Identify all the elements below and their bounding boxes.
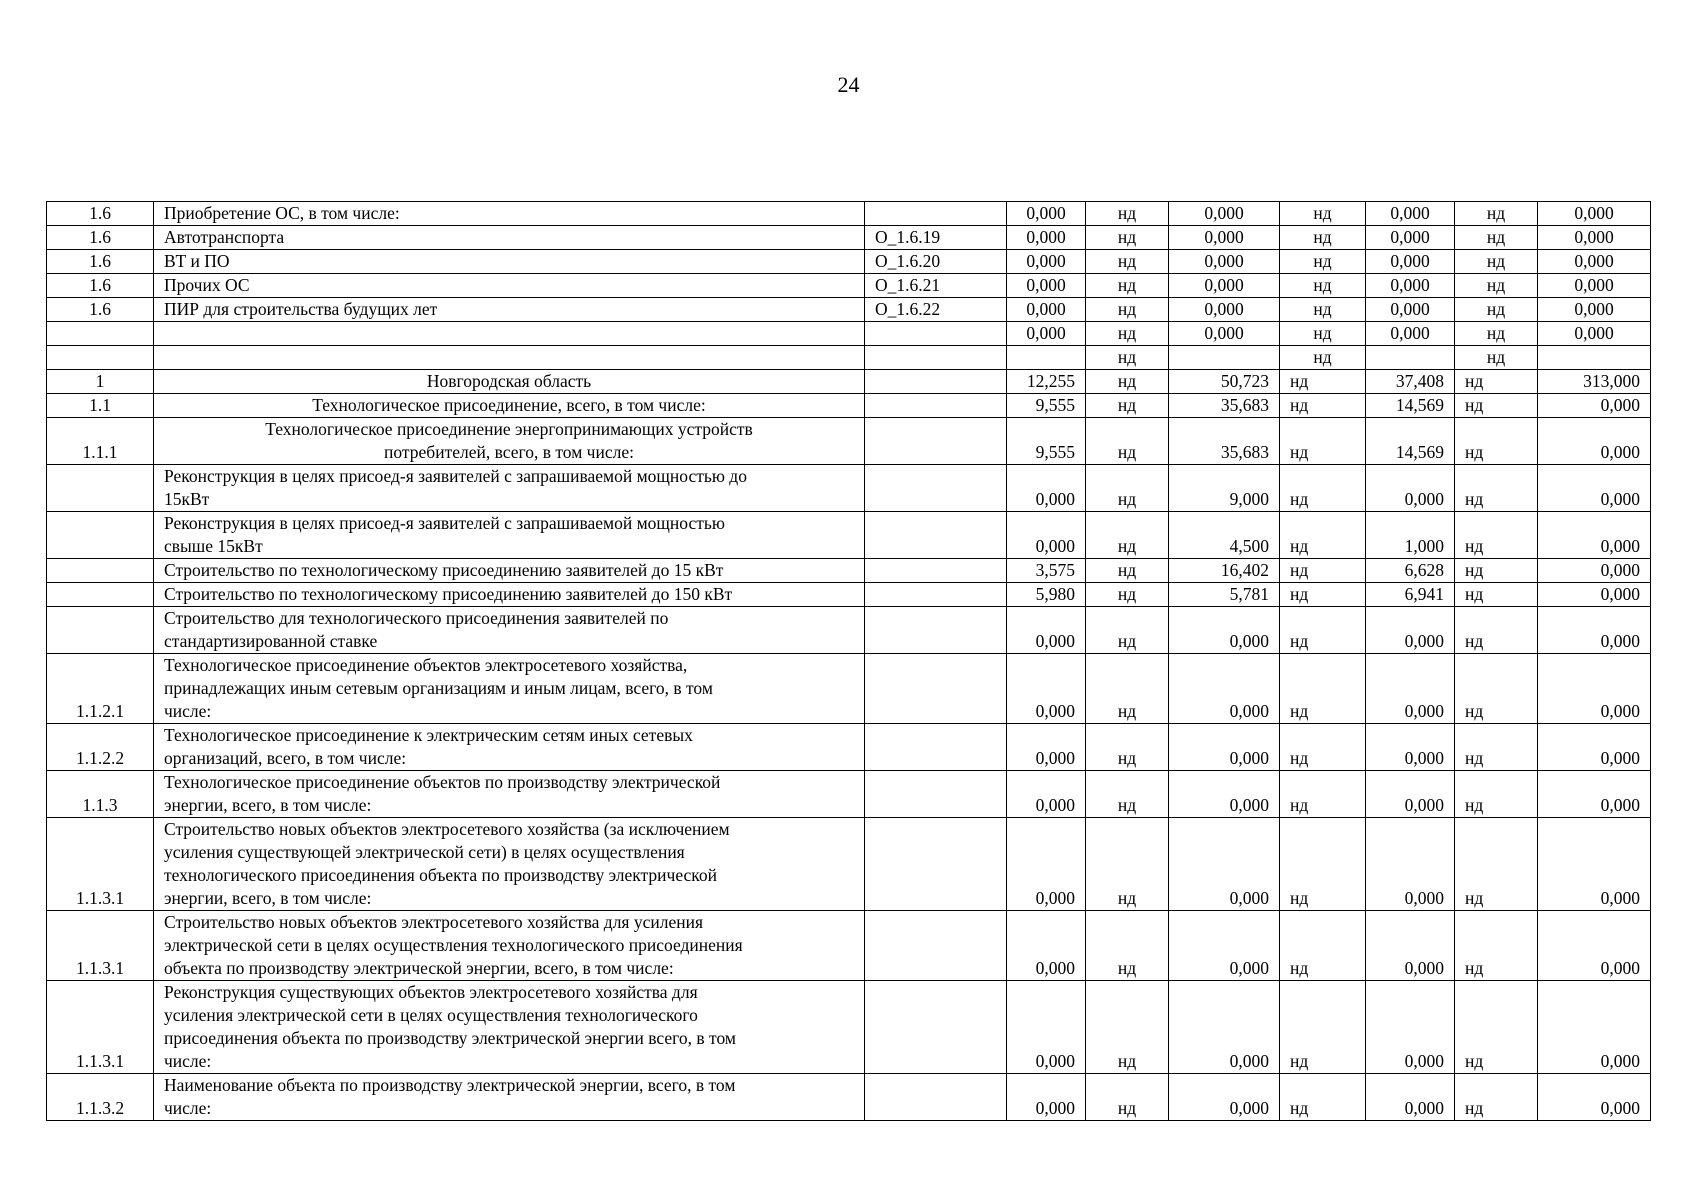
table-row [47, 981, 1651, 1074]
nd-col-3: нд [1455, 818, 1538, 911]
row-name: Автотранспорта [154, 226, 865, 250]
row-code [865, 818, 1007, 911]
value-col-3: 1,000 [1366, 512, 1455, 559]
nd-col-2: нд [1280, 226, 1366, 250]
table-row [47, 250, 1651, 274]
table-row [47, 202, 1651, 226]
value-col-1: 0,000 [1007, 465, 1086, 512]
nd-col-1: нд [1086, 981, 1169, 1074]
value-col-1: 3,575 [1007, 559, 1086, 583]
nd-col-3: нд [1455, 274, 1538, 298]
value-col-2: 0,000 [1169, 771, 1280, 818]
value-col-3 [1366, 346, 1455, 370]
table-row [47, 1074, 1651, 1121]
row-code: O_1.6.22 [865, 298, 1007, 322]
row-name: Строительство новых объектов электросетевого хозяйства для усиления электрической сети в целях осуществления технологического присоединения объекта по производству электрической энергии, всего, в том числе: [154, 911, 865, 981]
value-col-2: 4,500 [1169, 512, 1280, 559]
row-number [47, 607, 154, 654]
value-col-1: 0,000 [1007, 226, 1086, 250]
value-col-3: 0,000 [1366, 654, 1455, 724]
nd-col-3: нд [1455, 465, 1538, 512]
nd-col-3: нд [1455, 771, 1538, 818]
row-code [865, 654, 1007, 724]
nd-col-1: нд [1086, 607, 1169, 654]
row-name: Технологическое присоединение энергопринимающих устройств потребителей, всего, в том числе: [154, 418, 865, 465]
row-code: O_1.6.20 [865, 250, 1007, 274]
row-number: 1.1.3.1 [47, 911, 154, 981]
value-col-2: 0,000 [1169, 654, 1280, 724]
table-row [47, 654, 1651, 724]
nd-col-3: нд [1455, 654, 1538, 724]
row-number: 1.1.3.2 [47, 1074, 154, 1121]
table-row [47, 346, 1651, 370]
row-code [865, 724, 1007, 771]
row-number: 1.1.3.1 [47, 818, 154, 911]
row-code [865, 771, 1007, 818]
row-name: ПИР для строительства будущих лет [154, 298, 865, 322]
row-code [865, 911, 1007, 981]
value-col-1: 0,000 [1007, 202, 1086, 226]
value-col-3: 6,941 [1366, 583, 1455, 607]
value-col-2: 0,000 [1169, 981, 1280, 1074]
value-col-1: 9,555 [1007, 418, 1086, 465]
nd-col-1: нд [1086, 322, 1169, 346]
investment-program-table [46, 201, 1651, 1121]
nd-col-3: нд [1455, 202, 1538, 226]
nd-col-3: нд [1455, 346, 1538, 370]
value-col-1: 0,000 [1007, 512, 1086, 559]
row-number: 1.6 [47, 298, 154, 322]
nd-col-2: нд [1280, 981, 1366, 1074]
value-col-4: 0,000 [1538, 559, 1651, 583]
value-col-4: 0,000 [1538, 274, 1651, 298]
row-number [47, 322, 154, 346]
value-col-4: 0,000 [1538, 818, 1651, 911]
row-number: 1 [47, 370, 154, 394]
nd-col-2: нд [1280, 559, 1366, 583]
value-col-2: 50,723 [1169, 370, 1280, 394]
nd-col-3: нд [1455, 981, 1538, 1074]
row-code [865, 607, 1007, 654]
row-number: 1.1 [47, 394, 154, 418]
table-row [47, 322, 1651, 346]
nd-col-2: нд [1280, 1074, 1366, 1121]
value-col-3: 0,000 [1366, 250, 1455, 274]
row-number: 1.6 [47, 274, 154, 298]
table-row [47, 607, 1651, 654]
nd-col-2: нд [1280, 370, 1366, 394]
row-number [47, 465, 154, 512]
value-col-1: 12,255 [1007, 370, 1086, 394]
value-col-1: 0,000 [1007, 771, 1086, 818]
row-number: 1.6 [47, 202, 154, 226]
nd-col-3: нд [1455, 418, 1538, 465]
nd-col-2: нд [1280, 465, 1366, 512]
table-row [47, 724, 1651, 771]
nd-col-3: нд [1455, 911, 1538, 981]
row-code [865, 202, 1007, 226]
row-number [47, 346, 154, 370]
table-row [47, 559, 1651, 583]
value-col-3: 6,628 [1366, 559, 1455, 583]
row-name: Реконструкция существующих объектов электросетевого хозяйства для усиления электрической сети в целях осуществления технологического присоединения объекта по производству электрической энергии всего, в том числе: [154, 981, 865, 1074]
value-col-2: 0,000 [1169, 298, 1280, 322]
value-col-1: 0,000 [1007, 322, 1086, 346]
nd-col-1: нд [1086, 418, 1169, 465]
row-name: Наименование объекта по производству электрической энергии, всего, в том числе: [154, 1074, 865, 1121]
nd-col-3: нд [1455, 724, 1538, 771]
value-col-3: 0,000 [1366, 771, 1455, 818]
value-col-2: 16,402 [1169, 559, 1280, 583]
value-col-2: 5,781 [1169, 583, 1280, 607]
nd-col-2: нд [1280, 322, 1366, 346]
row-name: Приобретение ОС, в том числе: [154, 202, 865, 226]
row-name [154, 322, 865, 346]
value-col-1: 0,000 [1007, 1074, 1086, 1121]
value-col-2: 0,000 [1169, 818, 1280, 911]
row-code [865, 981, 1007, 1074]
value-col-3: 0,000 [1366, 465, 1455, 512]
table-row [47, 394, 1651, 418]
nd-col-1: нд [1086, 465, 1169, 512]
value-col-1: 0,000 [1007, 654, 1086, 724]
row-code [865, 346, 1007, 370]
nd-col-2: нд [1280, 724, 1366, 771]
nd-col-2: нд [1280, 346, 1366, 370]
table-row [47, 370, 1651, 394]
row-number: 1.1.3 [47, 771, 154, 818]
value-col-1: 0,000 [1007, 250, 1086, 274]
row-number: 1.1.3.1 [47, 981, 154, 1074]
row-number: 1.6 [47, 250, 154, 274]
nd-col-1: нд [1086, 394, 1169, 418]
nd-col-3: нд [1455, 226, 1538, 250]
nd-col-1: нд [1086, 559, 1169, 583]
nd-col-3: нд [1455, 607, 1538, 654]
table-row [47, 818, 1651, 911]
value-col-2: 0,000 [1169, 274, 1280, 298]
value-col-3: 14,569 [1366, 418, 1455, 465]
value-col-4: 0,000 [1538, 583, 1651, 607]
value-col-3: 0,000 [1366, 298, 1455, 322]
nd-col-1: нд [1086, 346, 1169, 370]
value-col-2: 0,000 [1169, 1074, 1280, 1121]
value-col-3: 0,000 [1366, 607, 1455, 654]
value-col-2: 0,000 [1169, 607, 1280, 654]
table-row [47, 298, 1651, 322]
row-code [865, 1074, 1007, 1121]
value-col-4: 0,000 [1538, 394, 1651, 418]
row-number: 1.1.1 [47, 418, 154, 465]
row-name: ВТ и ПО [154, 250, 865, 274]
nd-col-3: нд [1455, 250, 1538, 274]
nd-col-2: нд [1280, 202, 1366, 226]
row-number: 1.1.2.1 [47, 654, 154, 724]
value-col-3: 0,000 [1366, 274, 1455, 298]
nd-col-1: нд [1086, 818, 1169, 911]
value-col-4 [1538, 346, 1651, 370]
value-col-3: 0,000 [1366, 1074, 1455, 1121]
value-col-4: 0,000 [1538, 250, 1651, 274]
value-col-1: 0,000 [1007, 298, 1086, 322]
value-col-2: 0,000 [1169, 322, 1280, 346]
value-col-2: 9,000 [1169, 465, 1280, 512]
row-number: 1.1.2.2 [47, 724, 154, 771]
value-col-4: 0,000 [1538, 202, 1651, 226]
row-number [47, 512, 154, 559]
nd-col-1: нд [1086, 771, 1169, 818]
value-col-2: 0,000 [1169, 226, 1280, 250]
row-name [154, 346, 865, 370]
page-number: 24 [837, 72, 860, 97]
value-col-3: 0,000 [1366, 818, 1455, 911]
nd-col-3: нд [1455, 559, 1538, 583]
row-code [865, 370, 1007, 394]
value-col-1: 0,000 [1007, 981, 1086, 1074]
nd-col-1: нд [1086, 512, 1169, 559]
nd-col-2: нд [1280, 607, 1366, 654]
nd-col-2: нд [1280, 911, 1366, 981]
value-col-3: 37,408 [1366, 370, 1455, 394]
value-col-4: 0,000 [1538, 418, 1651, 465]
value-col-3: 0,000 [1366, 981, 1455, 1074]
table-row [47, 274, 1651, 298]
value-col-3: 0,000 [1366, 226, 1455, 250]
nd-col-2: нд [1280, 818, 1366, 911]
nd-col-3: нд [1455, 322, 1538, 346]
value-col-1: 0,000 [1007, 911, 1086, 981]
row-name: Технологическое присоединение к электрическим сетям иных сетевых организаций, всего, в том числе: [154, 724, 865, 771]
value-col-4: 0,000 [1538, 322, 1651, 346]
value-col-1: 0,000 [1007, 818, 1086, 911]
value-col-2: 0,000 [1169, 250, 1280, 274]
nd-col-1: нд [1086, 654, 1169, 724]
row-name: Строительство по технологическому присоединению заявителей до 150 кВт [154, 583, 865, 607]
value-col-3: 14,569 [1366, 394, 1455, 418]
nd-col-2: нд [1280, 583, 1366, 607]
row-code [865, 394, 1007, 418]
table-row [47, 418, 1651, 465]
row-name: Прочих ОС [154, 274, 865, 298]
nd-col-3: нд [1455, 394, 1538, 418]
row-code: O_1.6.21 [865, 274, 1007, 298]
nd-col-1: нд [1086, 274, 1169, 298]
nd-col-2: нд [1280, 654, 1366, 724]
row-number [47, 559, 154, 583]
value-col-4: 0,000 [1538, 512, 1651, 559]
table-row [47, 465, 1651, 512]
nd-col-1: нд [1086, 202, 1169, 226]
value-col-2: 0,000 [1169, 724, 1280, 771]
value-col-1 [1007, 346, 1086, 370]
row-code [865, 465, 1007, 512]
value-col-4: 0,000 [1538, 1074, 1651, 1121]
value-col-4: 0,000 [1538, 981, 1651, 1074]
nd-col-1: нд [1086, 583, 1169, 607]
nd-col-2: нд [1280, 394, 1366, 418]
nd-col-2: нд [1280, 771, 1366, 818]
table-row [47, 911, 1651, 981]
nd-col-2: нд [1280, 418, 1366, 465]
table-row [47, 512, 1651, 559]
value-col-2 [1169, 346, 1280, 370]
nd-col-3: нд [1455, 583, 1538, 607]
nd-col-1: нд [1086, 1074, 1169, 1121]
row-number [47, 583, 154, 607]
nd-col-1: нд [1086, 370, 1169, 394]
value-col-1: 0,000 [1007, 274, 1086, 298]
row-code [865, 583, 1007, 607]
value-col-1: 5,980 [1007, 583, 1086, 607]
table-row [47, 583, 1651, 607]
nd-col-3: нд [1455, 298, 1538, 322]
row-code [865, 418, 1007, 465]
row-name: Строительство для технологического присоединения заявителей по стандартизированной ставке [154, 607, 865, 654]
value-col-2: 0,000 [1169, 911, 1280, 981]
value-col-2: 35,683 [1169, 418, 1280, 465]
nd-col-1: нд [1086, 724, 1169, 771]
value-col-3: 0,000 [1366, 202, 1455, 226]
value-col-3: 0,000 [1366, 322, 1455, 346]
row-code: O_1.6.19 [865, 226, 1007, 250]
value-col-3: 0,000 [1366, 911, 1455, 981]
value-col-2: 0,000 [1169, 202, 1280, 226]
row-name: Реконструкция в целях присоед-я заявителей с запрашиваемой мощностью до 15кВт [154, 465, 865, 512]
nd-col-2: нд [1280, 512, 1366, 559]
row-name: Технологическое присоединение, всего, в том числе: [154, 394, 865, 418]
value-col-4: 0,000 [1538, 607, 1651, 654]
value-col-1: 9,555 [1007, 394, 1086, 418]
nd-col-1: нд [1086, 298, 1169, 322]
row-code [865, 559, 1007, 583]
value-col-4: 0,000 [1538, 298, 1651, 322]
row-name: Технологическое присоединение объектов электросетевого хозяйства, принадлежащих иным сетевым организациям и иным лицам, всего, в том числе: [154, 654, 865, 724]
row-name: Технологическое присоединение объектов по производству электрической энергии, всего, в том числе: [154, 771, 865, 818]
row-number: 1.6 [47, 226, 154, 250]
table-row [47, 771, 1651, 818]
value-col-4: 313,000 [1538, 370, 1651, 394]
nd-col-1: нд [1086, 226, 1169, 250]
row-name: Строительство по технологическому присоединению заявителей до 15 кВт [154, 559, 865, 583]
value-col-4: 0,000 [1538, 465, 1651, 512]
row-code [865, 322, 1007, 346]
nd-col-2: нд [1280, 298, 1366, 322]
nd-col-3: нд [1455, 1074, 1538, 1121]
nd-col-3: нд [1455, 512, 1538, 559]
nd-col-1: нд [1086, 911, 1169, 981]
value-col-4: 0,000 [1538, 226, 1651, 250]
value-col-1: 0,000 [1007, 607, 1086, 654]
row-code [865, 512, 1007, 559]
row-name: Строительство новых объектов электросетевого хозяйства (за исключением усиления существующей электрической сети) в целях осуществления технологического присоединения объекта по производству электрической энергии, всего, в том числе: [154, 818, 865, 911]
nd-col-3: нд [1455, 370, 1538, 394]
nd-col-2: нд [1280, 274, 1366, 298]
value-col-1: 0,000 [1007, 724, 1086, 771]
value-col-4: 0,000 [1538, 724, 1651, 771]
row-name: Новгородская область [154, 370, 865, 394]
value-col-4: 0,000 [1538, 771, 1651, 818]
nd-col-2: нд [1280, 250, 1366, 274]
row-name: Реконструкция в целях присоед-я заявителей с запрашиваемой мощностью свыше 15кВт [154, 512, 865, 559]
value-col-4: 0,000 [1538, 911, 1651, 981]
value-col-3: 0,000 [1366, 724, 1455, 771]
value-col-4: 0,000 [1538, 654, 1651, 724]
table-row [47, 226, 1651, 250]
value-col-2: 35,683 [1169, 394, 1280, 418]
nd-col-1: нд [1086, 250, 1169, 274]
